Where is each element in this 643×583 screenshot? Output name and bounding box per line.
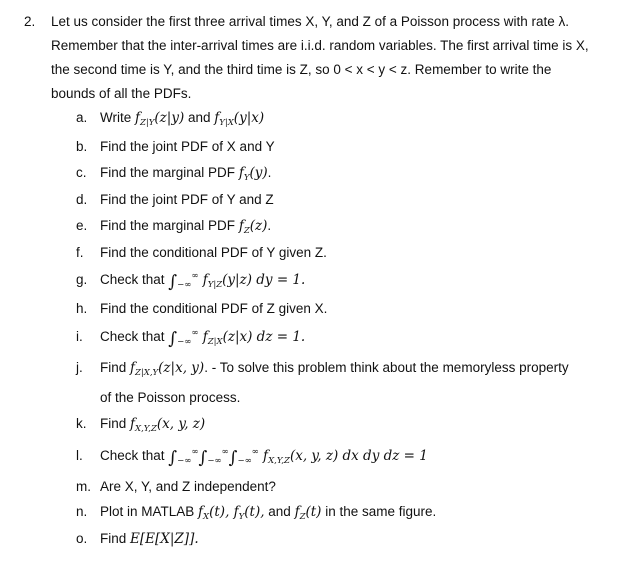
item-a-formula: $f_{Z|Y}(z|y)$ [135,110,185,128]
item-j-continuation: of the Poisson process. [100,390,241,405]
item-c: c. Find the marginal PDF $f_Y(y)$. [76,165,272,183]
item-k-letter: k. [76,416,87,431]
item-n-tail: in the same figure. [321,504,437,519]
item-g-text: Check that [100,272,169,287]
item-h-text: Find the conditional PDF of Z given X. [100,301,328,316]
item-l-letter: l. [76,448,83,463]
item-j-letter: j. [76,360,83,375]
item-b-letter: b. [76,139,88,154]
item-f-text: Find the conditional PDF of Y given Z. [100,245,327,260]
item-g [76,271,305,292]
item-c-text: Find the marginal PDF [100,165,239,180]
item-m-letter: m. [76,479,91,494]
item-m [76,479,276,494]
item-b-text: Find the joint PDF of X and Y [100,139,275,154]
item-n-formula-2: $f_Z(t)$ [294,504,322,522]
item-o-letter: o. [76,531,88,546]
item-g-formula: $\int_{-\infty}^\infty$ $f_{Y|Z}(y|z)$ dy = 1. [168,271,306,292]
intro-line-3: the second time is Y, and the third time is Z, so 0 < x < y < z. Remember to write the [51,62,552,77]
item-k-text: Find [100,416,131,431]
item-m-text: Are X, Y, and Z independent? [100,479,276,494]
item-l [76,447,428,468]
item-a-letter: a. [76,110,88,125]
intro-line-4: bounds of all the PDFs. [51,86,192,101]
item-a-formula-2: $f_{Y|X}(y|x)$ [214,110,265,128]
item-n-letter: n. [76,504,88,519]
intro-line-2: Remember that the inter-arrival times are i.i.d. random variables. The first arrival time is X, [51,38,589,53]
intro-line-1: Let us consider the first three arrival times X, Y, and Z of a Poisson process with rate λ. [51,14,569,29]
item-k [76,416,205,434]
item-f-letter: f. [76,245,84,260]
item-j-formula: $f_{Z|X,Y}(z|x$, y) [130,360,205,378]
item-n-formula: $f_X(t)$, $f_Y(t)$, [198,504,265,522]
item-i [76,328,305,349]
item-f [76,245,327,260]
item-e-formula: $f_Z(z)$ [238,218,268,236]
item-c-formula: $f_Y(y)$ [238,165,268,183]
item-j-tail: . - To solve this problem think about the memoryless property [204,360,569,375]
item-i-formula: $\int_{-\infty}^\infty$ $f_{Z|X}(z|x)$ dz = 1. [168,328,306,349]
item-j [76,360,569,378]
item-k-formula: $f_{X,Y,Z}(x$, y, z) [130,416,206,434]
item-o [76,531,199,547]
item-n-text: Plot in MATLAB [100,504,199,519]
item-o-formula: E[E[X|Z]]. [130,531,199,547]
item-c-letter: c. [76,165,87,180]
item-n: n. Plot in MATLAB $f_X(t)$, $f_Y(t)$, and $f_Z(t)$ in the same figure. [76,504,437,522]
item-a: a. Write $f_{Z|Y}(z|y)$ and $f_{Y|X}(y|x)$ [76,110,265,128]
item-e-text: Find the marginal PDF [100,218,239,233]
item-d [76,192,274,207]
item-e: e. Find the marginal PDF $f_Z(z)$. [76,218,272,236]
item-i-text: Check that [100,329,169,344]
item-b [76,139,275,154]
item-j-text: Find [100,360,131,375]
item-o-text: Find [100,531,131,546]
item-l-formula: $\int_{-\infty}^\infty\int_{-\infty}^\infty\int_{-\infty}^\infty$ $f_{X,Y,Z}(x$, y, z) dx dy dz = 1 [168,447,428,468]
item-i-letter: i. [76,329,83,344]
item-a-text: Write [100,110,136,125]
item-e-letter: e. [76,218,88,233]
item-h-letter: h. [76,301,88,316]
item-d-letter: d. [76,192,88,207]
item-h [76,301,327,316]
item-l-text: Check that [100,448,169,463]
item-g-letter: g. [76,272,88,287]
question-number: 2. [24,14,36,29]
item-d-text: Find the joint PDF of Y and Z [100,192,274,207]
